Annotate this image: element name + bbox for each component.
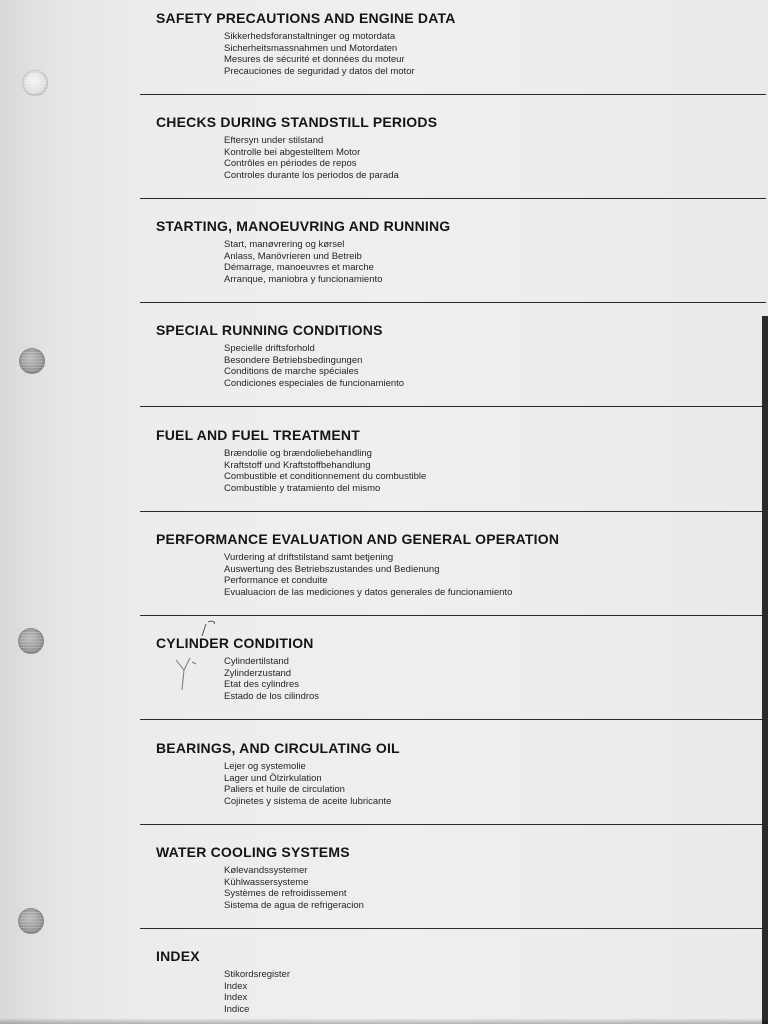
subtitle-french: Mesures de sécurité et données du moteur — [224, 54, 405, 65]
subtitle-spanish: Combustible y tratamiento del mismo — [224, 482, 381, 494]
section-divider — [140, 719, 766, 720]
subtitle-french: Paliers et huile de circulation — [224, 784, 345, 795]
subtitle-danish: Stikordsregister — [224, 969, 290, 980]
subtitle-german: Index — [224, 980, 248, 992]
section-title: INDEX — [156, 948, 200, 964]
section-title: WATER COOLING SYSTEMS — [156, 844, 350, 860]
subtitle-spanish: Indice — [224, 1003, 250, 1015]
section-title: PERFORMANCE EVALUATION AND GENERAL OPERATION — [156, 531, 560, 547]
subtitle-spanish: Arranque, maniobra y funcionamiento — [224, 273, 383, 285]
section-subtitles — [224, 865, 364, 911]
subtitle-spanish: Evualuacion de las mediciones y datos generales de funcionamiento — [224, 586, 513, 598]
section-special-running[interactable] — [140, 321, 766, 407]
section-subtitles — [224, 135, 399, 181]
section-subtitles — [224, 969, 290, 1015]
pencil-mark — [170, 620, 220, 700]
subtitle-french: Conditions de marche spéciales — [224, 366, 359, 377]
subtitle-danish: Brændolie og brændoliebehandling — [224, 448, 372, 459]
subtitle-french: Etat des cylindres — [224, 679, 299, 690]
subtitle-danish: Cylindertilstand — [224, 656, 289, 667]
subtitle-german: Kontrolle bei abgestelltem Motor — [224, 146, 361, 158]
subtitle-french: Systèmes de refroidissement — [224, 888, 347, 899]
subtitle-german: Sicherheitsmassnahmen und Motordaten — [224, 42, 398, 54]
section-title: SAFETY PRECAUTIONS AND ENGINE DATA — [156, 10, 456, 26]
subtitle-danish: Kølevandssystemer — [224, 865, 308, 876]
section-divider — [140, 511, 766, 512]
subtitle-danish: Start, manøvrering og kørsel — [224, 239, 345, 250]
subtitle-french: Contrôles en périodes de repos — [224, 158, 357, 169]
binder-hole — [18, 628, 44, 654]
subtitle-danish: Specielle driftsforhold — [224, 343, 315, 354]
section-subtitles — [224, 761, 391, 807]
section-subtitles — [224, 31, 415, 77]
section-fuel-treatment[interactable] — [140, 426, 766, 512]
subtitle-spanish: Controles durante los periodos de parada — [224, 169, 399, 181]
section-subtitles — [224, 552, 512, 598]
section-subtitles — [224, 656, 319, 702]
section-index[interactable] — [140, 947, 766, 1019]
section-subtitles — [224, 239, 382, 285]
section-divider — [140, 406, 766, 407]
subtitle-danish: Sikkerhedsforanstaltninger og motordata — [224, 31, 396, 42]
subtitle-french: Index — [224, 992, 248, 1003]
section-starting-manoeuvring[interactable] — [140, 217, 766, 303]
subtitle-german: Lager und Ölzirkulation — [224, 772, 322, 784]
section-title: BEARINGS, AND CIRCULATING OIL — [156, 740, 400, 756]
section-divider — [140, 302, 766, 303]
subtitle-german: Kühlwassersysteme — [224, 876, 309, 888]
subtitle-spanish: Precauciones de seguridad y datos del motor — [224, 65, 415, 77]
section-standstill-checks[interactable] — [140, 113, 766, 199]
section-water-cooling[interactable] — [140, 843, 766, 929]
section-performance-evaluation[interactable] — [140, 530, 766, 616]
section-cylinder-condition[interactable] — [140, 634, 766, 720]
section-title: FUEL AND FUEL TREATMENT — [156, 427, 360, 443]
page-bottom-shadow — [0, 1018, 768, 1024]
section-safety-precautions[interactable] — [140, 9, 766, 95]
section-subtitles — [224, 343, 404, 389]
subtitle-german: Anlass, Manövrieren und Betreib — [224, 250, 362, 262]
subtitle-spanish: Sistema de agua de refrigeracion — [224, 899, 364, 911]
subtitle-spanish: Cojinetes y sistema de aceite lubricante — [224, 795, 392, 807]
subtitle-german: Auswertung des Betriebszustandes und Bedienung — [224, 563, 440, 575]
subtitle-french: Démarrage, manoeuvres et marche — [224, 262, 374, 273]
section-subtitles — [224, 448, 426, 494]
subtitle-danish: Eftersyn under stilstand — [224, 135, 324, 146]
binder-hole — [18, 908, 44, 934]
subtitle-spanish: Estado de los cilindros — [224, 690, 320, 702]
section-title: CHECKS DURING STANDSTILL PERIODS — [156, 114, 438, 130]
subtitle-french: Performance et conduite — [224, 575, 328, 586]
section-divider — [140, 615, 766, 616]
subtitle-german: Zylinderzustand — [224, 667, 292, 679]
subtitle-danish: Vurdering af driftstilstand samt betjening — [224, 552, 394, 563]
section-divider — [140, 928, 766, 929]
subtitle-german: Besondere Betriebsbedingungen — [224, 354, 363, 366]
binder-hole — [22, 70, 48, 96]
section-title: CYLINDER CONDITION — [156, 635, 314, 651]
subtitle-danish: Lejer og systemolie — [224, 761, 306, 772]
subtitle-french: Combustible et conditionnement du combustible — [224, 471, 427, 482]
section-title: SPECIAL RUNNING CONDITIONS — [156, 322, 383, 338]
section-title: STARTING, MANOEUVRING AND RUNNING — [156, 218, 451, 234]
section-bearings-oil[interactable] — [140, 739, 766, 825]
section-divider — [140, 824, 766, 825]
section-divider — [140, 198, 766, 199]
subtitle-spanish: Condiciones especiales de funcionamiento — [224, 377, 405, 389]
section-divider — [140, 94, 766, 95]
binder-hole — [19, 348, 45, 374]
subtitle-german: Kraftstoff und Kraftstoffbehandlung — [224, 459, 371, 471]
